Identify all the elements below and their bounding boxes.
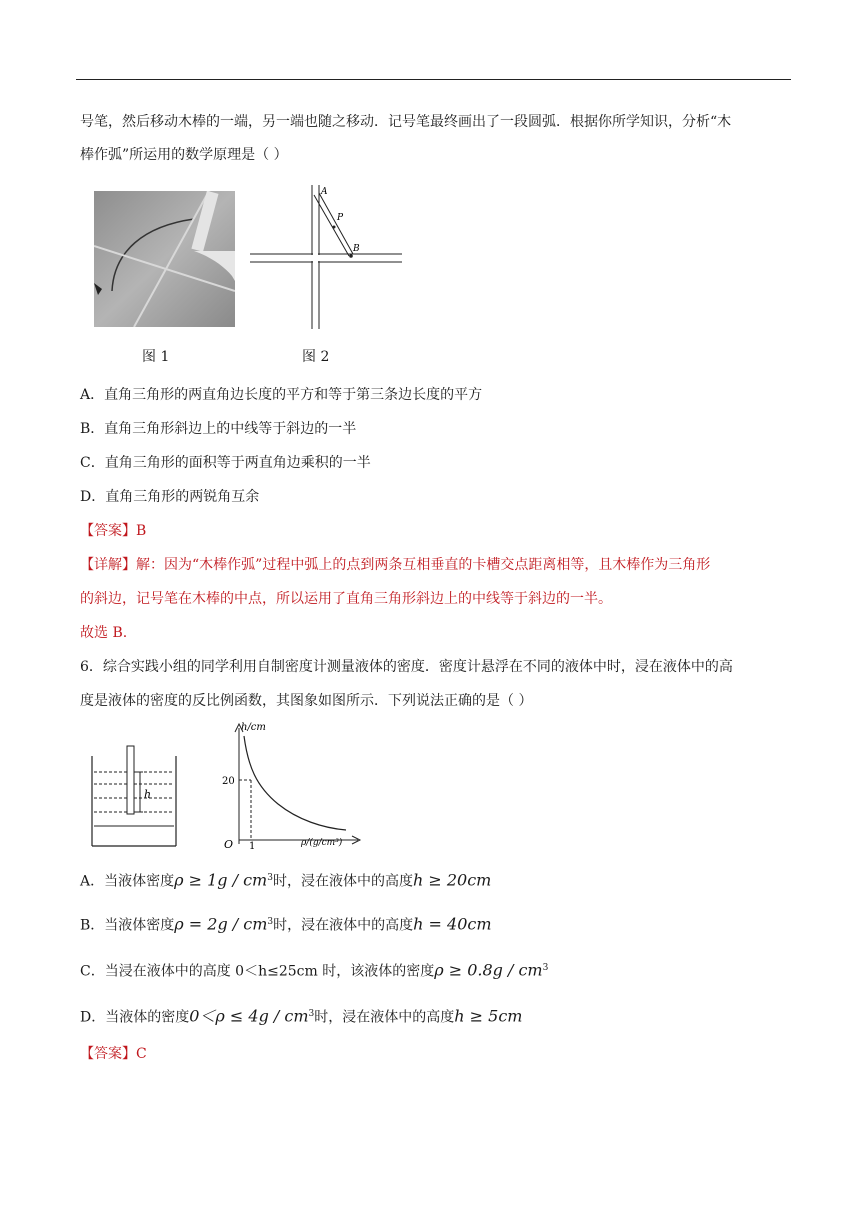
option-b-height: h = 40cm [413, 914, 492, 934]
question-6-line: 6．综合实践小组的同学利用自制密度计测量液体的密度．密度计悬浮在不同的液体中时，浸在液体中的高 [80, 659, 733, 675]
option-a-height: h ≥ 20cm [412, 870, 492, 890]
question-6-line: 度是液体的密度的反比例函数，其图象如图所示．下列说法正确的是（ ） [80, 693, 533, 709]
figure-2-diagram [248, 183, 404, 331]
explanation-line: 的斜边，记号笔在木棒的中点，所以运用了直角三角形斜边上的中线等于斜边的一半。 [80, 591, 612, 607]
option-c [80, 958, 548, 982]
option-a: A．直角三角形的两直角边长度的平方和等于第三条边长度的平方 [80, 387, 483, 403]
option-a [80, 868, 491, 892]
answer-value: B [136, 523, 147, 539]
x-axis-label: ρ/(g/cm³) [301, 838, 343, 848]
option-b: B．直角三角形斜边上的中线等于斜边的一半 [80, 421, 357, 437]
option-a-formula: ρ ≥ 1g / cm [174, 870, 268, 890]
option-b [80, 912, 492, 936]
explanation-text: 解：因为“木棒作弧”过程中弧上的点到两条互相垂直的卡槽交点距离相等，且木棒作为三角形 [136, 557, 711, 573]
y-axis-label: h/cm [241, 722, 266, 733]
superscript: 3 [267, 917, 274, 927]
option-b-formula: ρ = 2g / cm [174, 914, 268, 934]
answer-line [80, 521, 146, 541]
option-d: D．直角三角形的两锐角互余 [80, 489, 260, 505]
figure-1-caption: 图 1 [142, 349, 170, 365]
option-b-text: B．当液体密度 [80, 917, 175, 934]
option-c: C．直角三角形的面积等于两直角边乘积的一半 [80, 455, 371, 471]
figure-1-photo [94, 191, 235, 327]
density-graph [218, 716, 368, 852]
answer-value: C [136, 1046, 147, 1062]
point-b-label: B [353, 244, 360, 254]
superscript: 3 [267, 873, 273, 883]
option-a-text: A．当液体密度 [80, 873, 175, 890]
origin-label: O [224, 838, 234, 851]
point-p-label: P [337, 213, 344, 223]
figure-2-caption: 图 2 [302, 349, 330, 365]
superscript: 3 [542, 963, 549, 973]
question-text-line: 棒作弧”所运用的数学原理是（ ） [80, 147, 288, 163]
explanation-line [80, 555, 710, 575]
option-d-text: 时，浸在液体中的高度 [314, 1009, 455, 1026]
beaker-diagram [90, 742, 180, 850]
answer-label: 【答案】 [80, 523, 136, 539]
option-c-text: C．当浸在液体中的高度 0＜h≤25cm 时，该液体的密度 [80, 963, 435, 980]
option-d-text: D．当液体的密度 [80, 1009, 190, 1026]
point-a-label: A [321, 187, 328, 197]
option-d [80, 1004, 522, 1028]
question-text-line: 号笔，然后移动木棒的一端，另一端也随之移动．记号笔最终画出了一段圆弧．根据你所学知识，分析“木 [80, 114, 732, 130]
explanation-label: 【详解】 [80, 557, 136, 573]
beaker-h-label: h [144, 788, 152, 801]
option-d-height: h ≥ 5cm [454, 1006, 523, 1026]
x-tick-1: 1 [249, 841, 256, 852]
option-b-text: 时，浸在液体中的高度 [273, 917, 414, 934]
answer-line [80, 1044, 147, 1064]
option-d-formula: 0＜ρ ≤ 4g / cm [189, 1006, 309, 1026]
answer-label: 【答案】 [80, 1046, 136, 1062]
option-c-formula: ρ ≥ 0.8g / cm [434, 960, 543, 980]
y-tick-20: 20 [222, 776, 235, 787]
conclusion-line: 故选 B. [80, 625, 128, 641]
superscript: 3 [308, 1009, 315, 1019]
option-a-text: 时，浸在液体中的高度 [272, 873, 413, 890]
header-rule [76, 79, 791, 80]
